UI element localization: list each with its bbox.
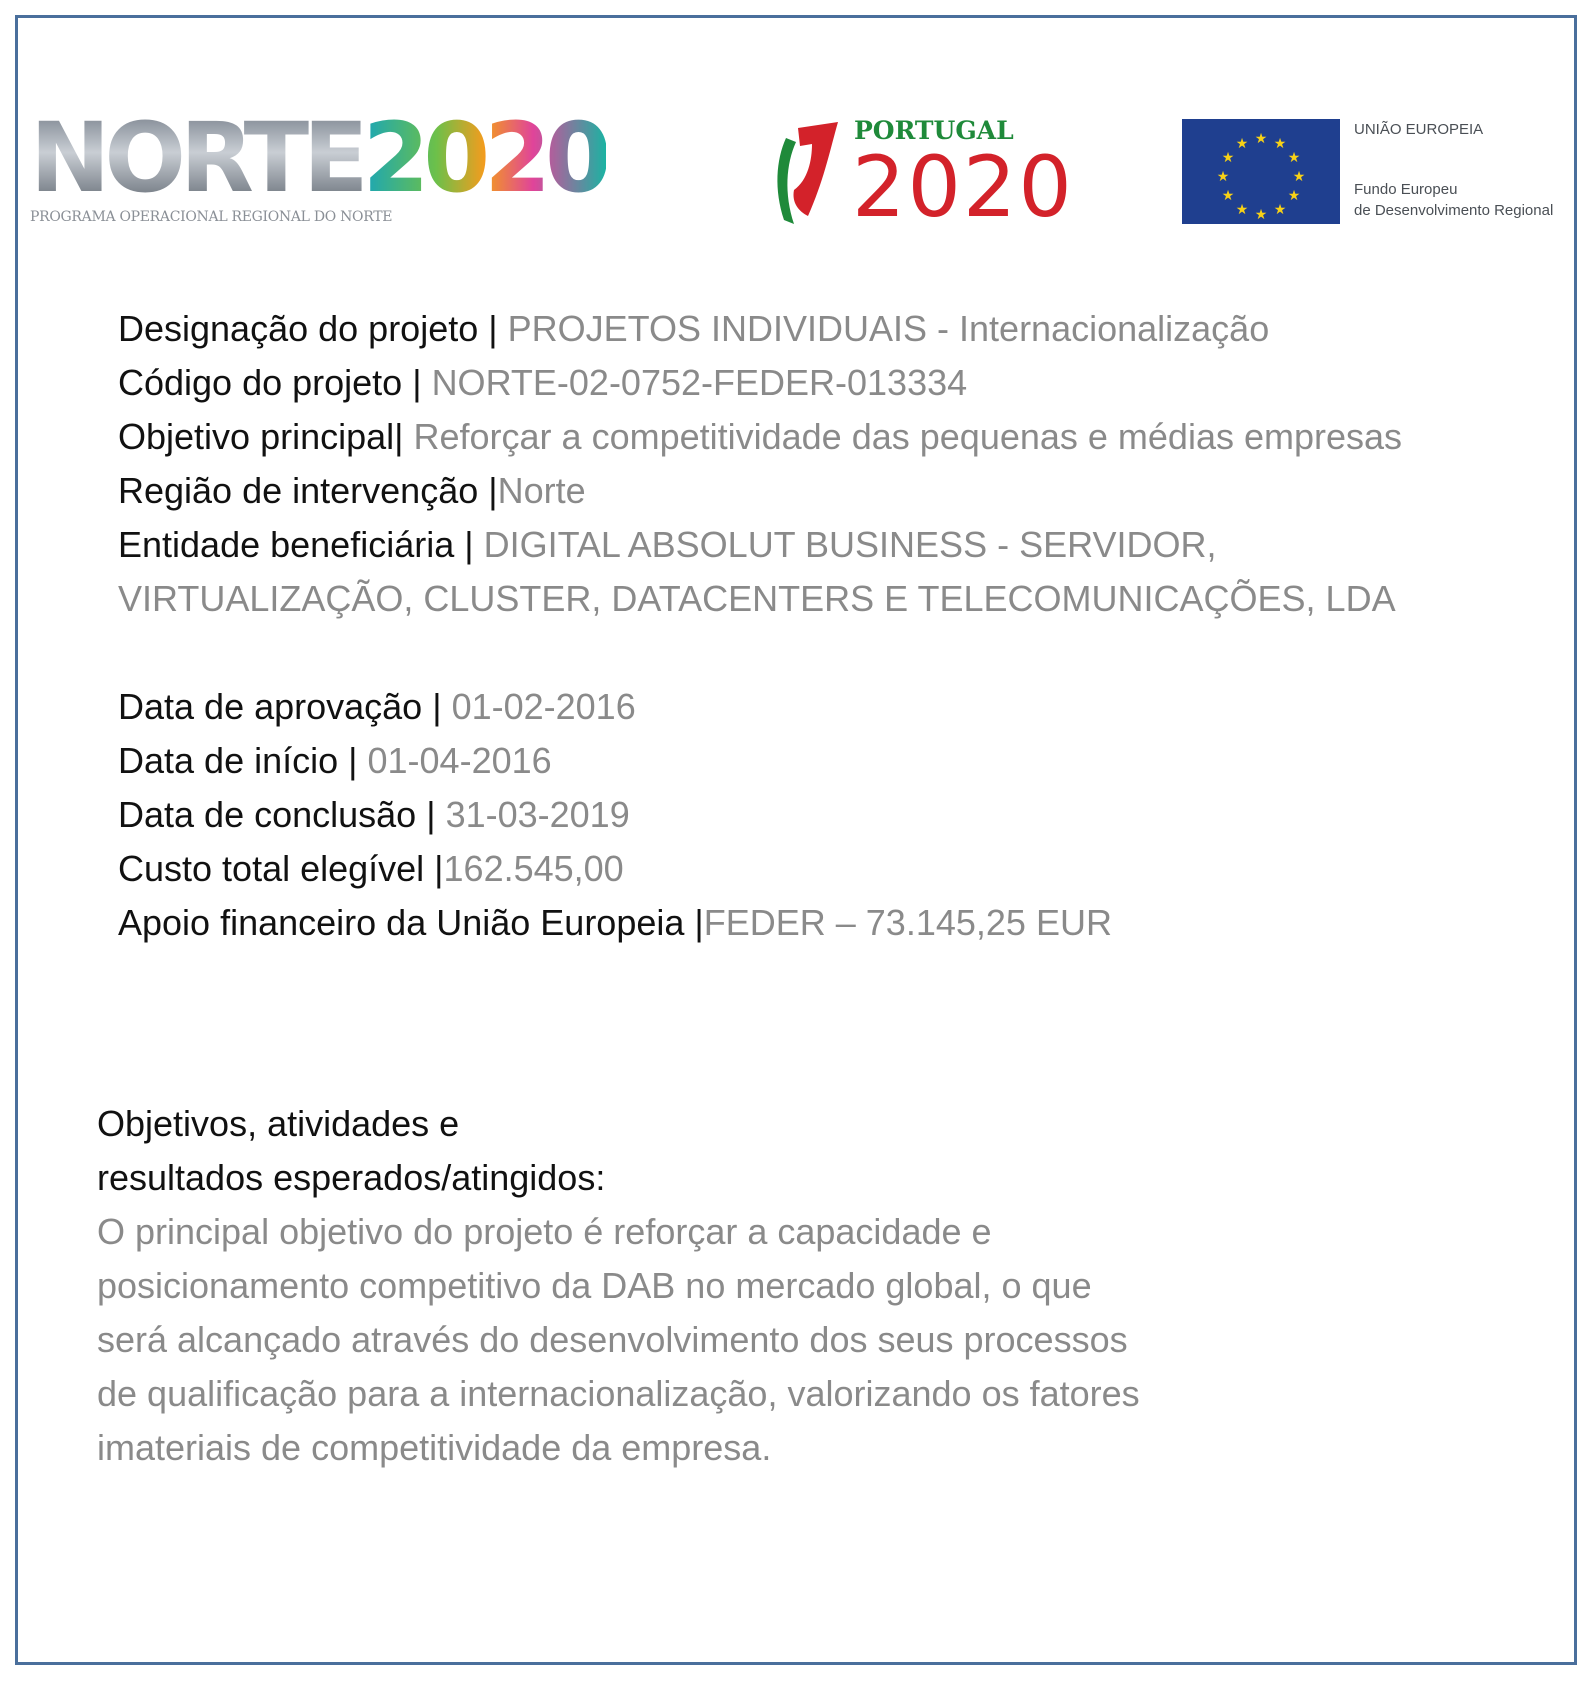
detail-objetivo [118, 410, 1448, 464]
detail-entidade [118, 518, 1448, 626]
detail-label: Código do projeto | [118, 362, 432, 403]
norte-letters: NORTE [30, 102, 363, 214]
project-details [118, 302, 1448, 950]
detail-value: Reforçar a competitividade das pequenas e médias empresas [413, 416, 1403, 457]
detail-aprovacao [118, 680, 1448, 734]
portugal-flag-mark-icon [768, 120, 848, 228]
svg-text:★: ★ [1235, 136, 1249, 152]
portugal-label: PORTUGAL [854, 116, 1014, 145]
eu-fund-line1: Fundo Europeu [1354, 181, 1458, 198]
norte2020-logo [30, 102, 710, 228]
detail-value: 31-03-2019 [445, 794, 630, 835]
svg-text:★: ★ [1221, 188, 1235, 204]
norte-year: 2020 [362, 102, 606, 214]
detail-label: Data de início | [118, 740, 368, 781]
detail-label: Designação do projeto | [118, 308, 508, 349]
eu-logo [1182, 119, 1577, 227]
detail-apoio [118, 896, 1448, 950]
detail-label: Objetivo principal| [118, 416, 414, 457]
detail-label: Entidade beneficiária | [118, 524, 484, 565]
objectives-text: O principal objetivo do projeto é reforçar a capacidade e posicionamento competitivo da DAB no mercado global, o que será alcançado através do desenvolvimento dos seus processos de qualificação para a internacionalização, valorizando os fatores imateriais de competitividade da empresa. [97, 1211, 1140, 1468]
eu-flag-icon [1182, 119, 1340, 224]
detail-regiao [118, 464, 1448, 518]
detail-label: Região de intervenção | [118, 470, 498, 511]
detail-value: 01-02-2016 [451, 686, 636, 727]
detail-label: Custo total elegível | [118, 848, 444, 889]
detail-value: 01-04-2016 [367, 740, 552, 781]
detail-value: Norte [497, 470, 586, 511]
detail-value: PROJETOS INDIVIDUAIS - Internacionalização [507, 308, 1270, 349]
svg-text:★: ★ [1216, 169, 1230, 185]
objectives-section [97, 1097, 1147, 1475]
svg-text:★: ★ [1292, 169, 1306, 185]
svg-text:★: ★ [1221, 150, 1235, 166]
detail-designacao [118, 302, 1448, 356]
detail-codigo [118, 356, 1448, 410]
detail-inicio [118, 734, 1448, 788]
detail-value: FEDER – 73.145,25 EUR [703, 902, 1112, 943]
objectives-heading-line2: resultados esperados/atingidos: [97, 1157, 606, 1198]
svg-text:★: ★ [1287, 150, 1301, 166]
portugal-year: 2020 [852, 138, 1074, 236]
detail-conclusao [118, 788, 1448, 842]
portugal2020-logo [768, 112, 1118, 236]
svg-text:★: ★ [1254, 131, 1268, 147]
objectives-heading-line1: Objetivos, atividades e [97, 1103, 460, 1144]
detail-value: NORTE-02-0752-FEDER-013334 [431, 362, 968, 403]
svg-text:★: ★ [1287, 188, 1301, 204]
detail-value: DIGITAL ABSOLUT BUSINESS - SERVIDOR, VIRTUALIZAÇÃO, CLUSTER, DATACENTERS E TELECOMUNICAÇÕES, LDA [118, 524, 1396, 619]
svg-text:★: ★ [1273, 202, 1287, 218]
svg-text:★: ★ [1235, 202, 1249, 218]
detail-label: Data de conclusão | [118, 794, 446, 835]
eu-fund-line2: de Desenvolvimento Regional [1354, 202, 1554, 219]
eu-title: UNIÃO EUROPEIA [1354, 121, 1484, 138]
eu-stars-icon [1182, 119, 1340, 224]
detail-custo [118, 842, 1448, 896]
detail-value: 162.545,00 [443, 848, 624, 889]
svg-text:★: ★ [1273, 136, 1287, 152]
detail-label: Apoio financeiro da União Europeia | [118, 902, 704, 943]
detail-label: Data de aprovação | [118, 686, 452, 727]
spacer [118, 626, 1448, 680]
svg-text:★: ★ [1254, 207, 1268, 223]
norte2020-wordmark [30, 102, 606, 214]
norte-subtitle: PROGRAMA OPERACIONAL REGIONAL DO NORTE [30, 209, 393, 225]
